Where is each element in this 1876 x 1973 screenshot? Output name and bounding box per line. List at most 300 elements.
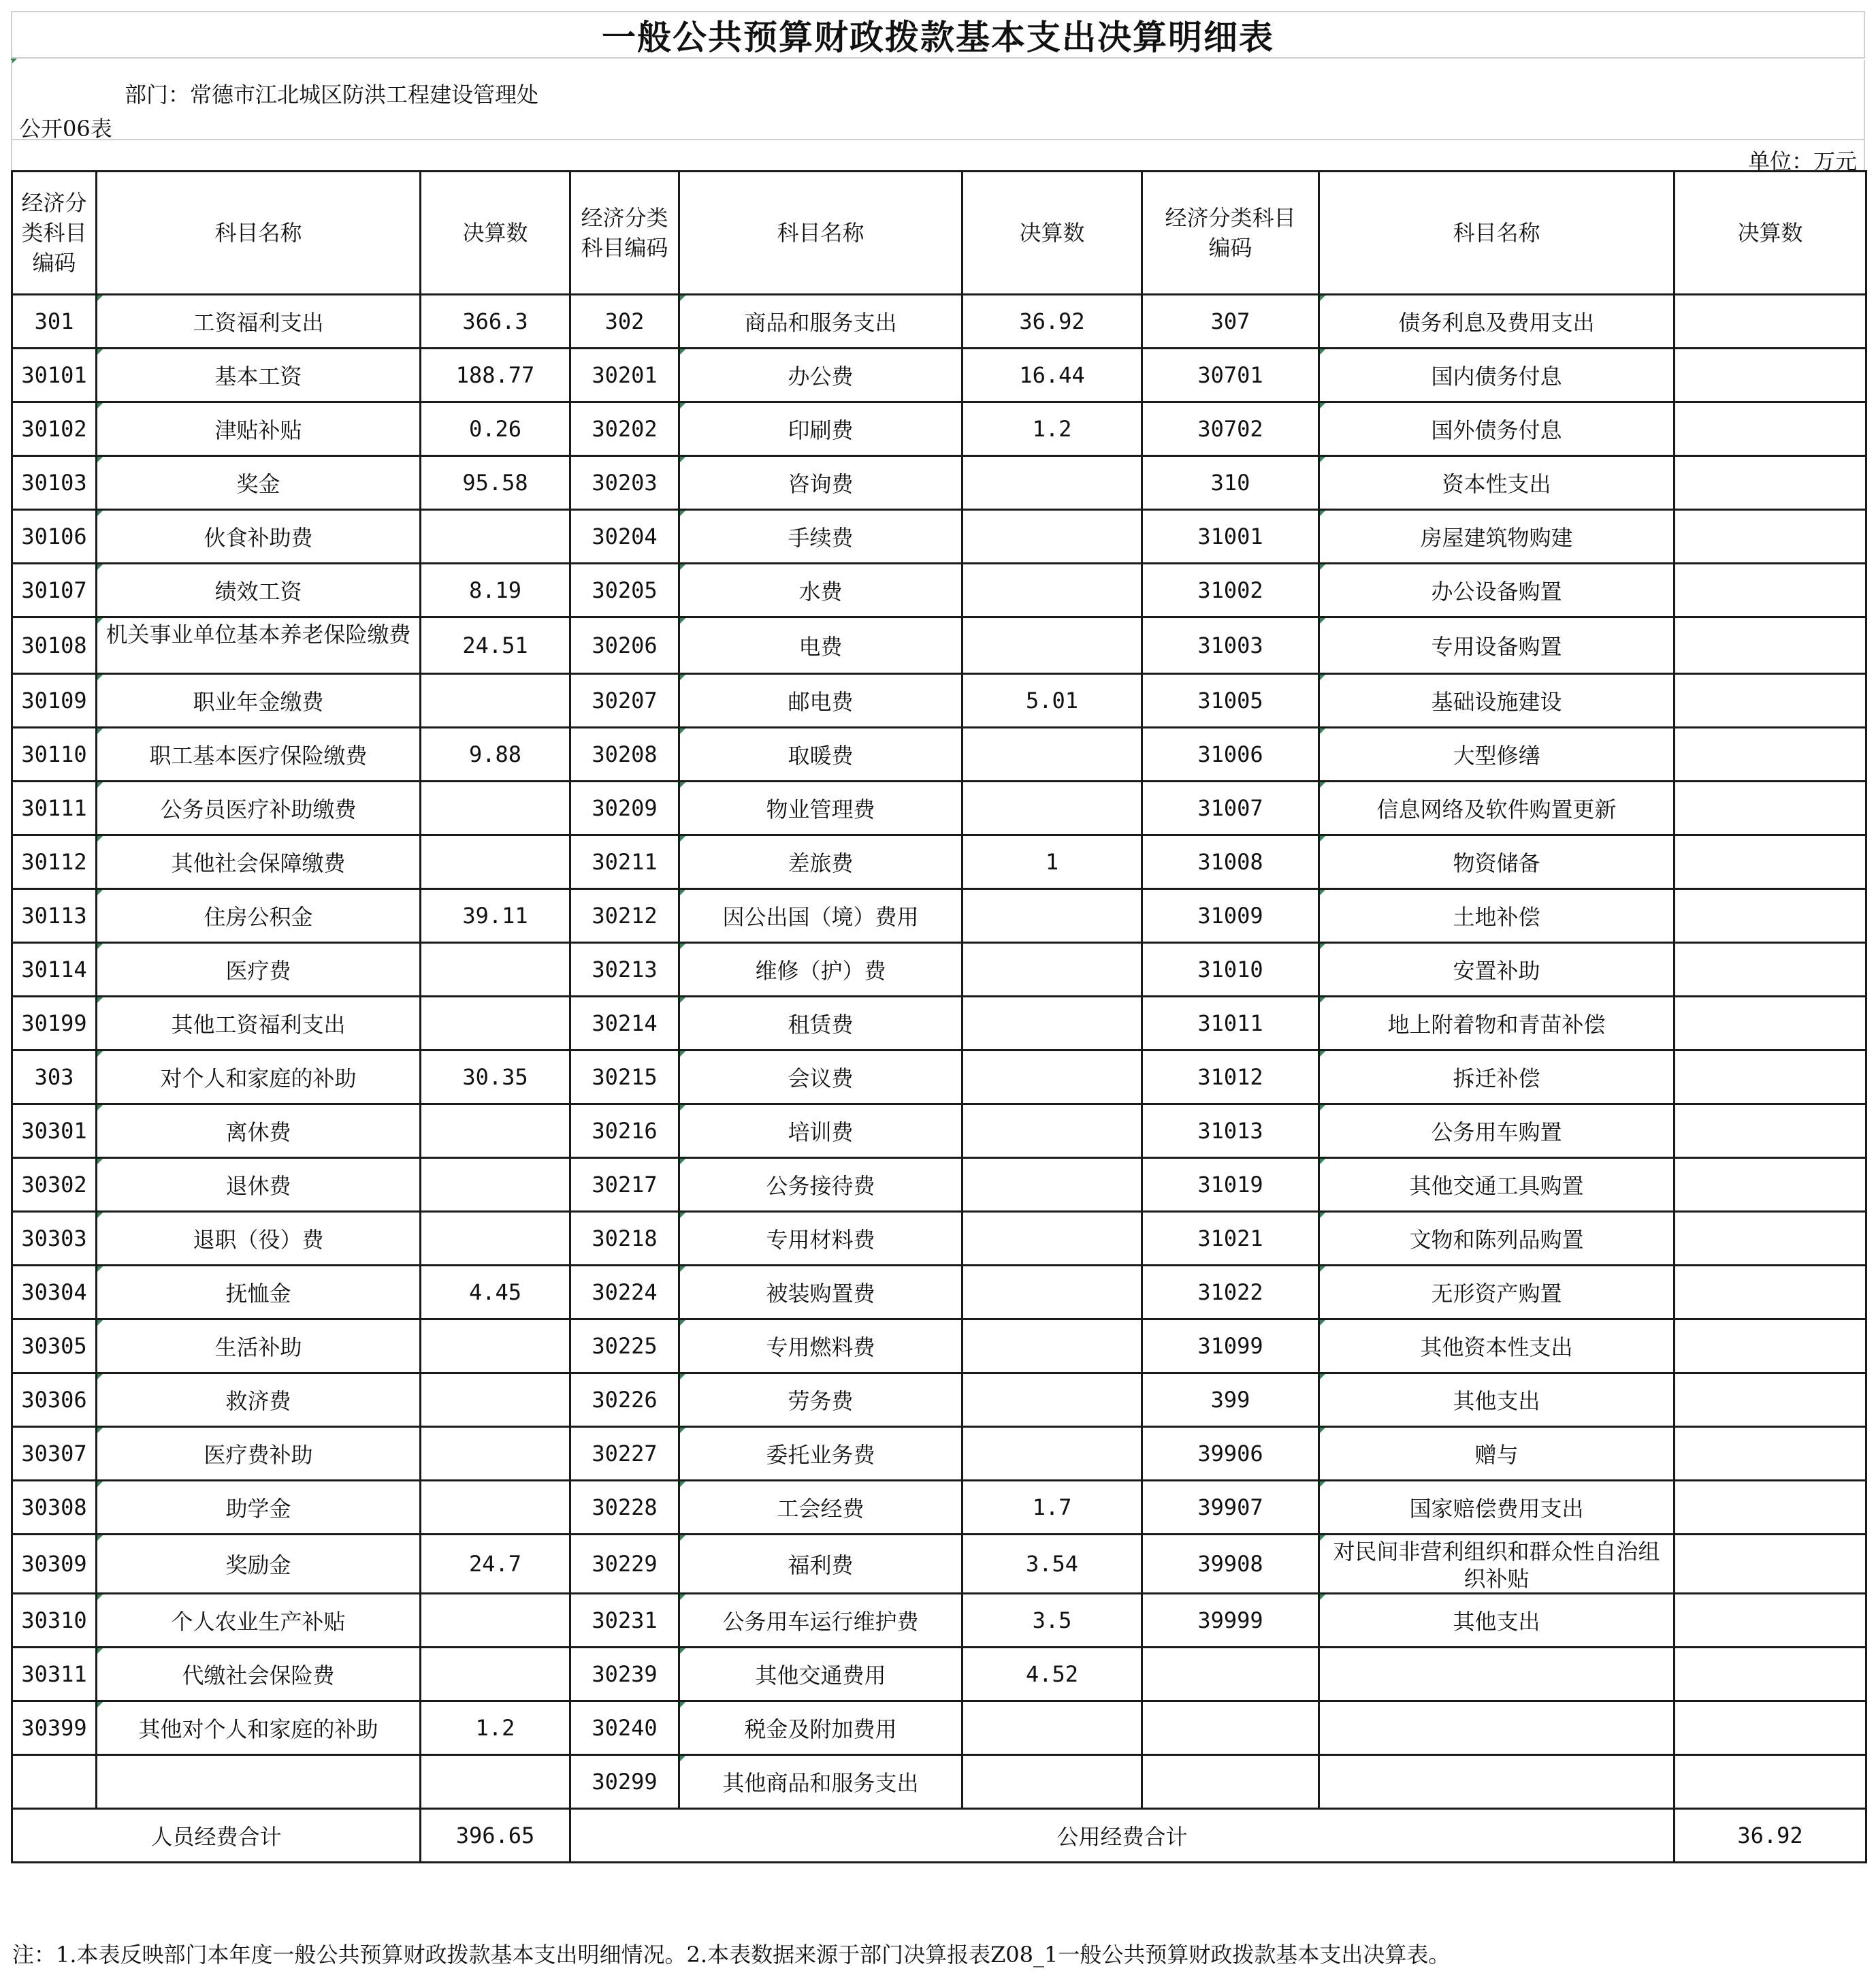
cell-comment-marker	[1320, 564, 1325, 570]
name-cell	[1319, 564, 1675, 617]
cell-comment-marker	[1320, 511, 1325, 516]
name-text: 职工基本医疗保险缴费	[149, 743, 368, 769]
code-cell: 31005	[1142, 674, 1319, 728]
name-cell	[679, 1648, 963, 1701]
name-text: 安置补助	[1453, 958, 1540, 984]
name-text: 其他对个人和家庭的补助	[138, 1716, 378, 1742]
name-text: 取暖费	[788, 743, 854, 769]
cell-comment-marker	[97, 1374, 103, 1379]
name-cell	[97, 1701, 421, 1755]
code-cell: 30102	[12, 402, 97, 456]
name-text: 工资福利支出	[193, 310, 324, 336]
code-cell: 39999	[1142, 1594, 1319, 1648]
code-cell: 303	[12, 1050, 97, 1104]
code-cell: 31012	[1142, 1050, 1319, 1104]
cell-comment-marker	[1320, 1266, 1325, 1272]
amount-cell	[963, 1319, 1142, 1373]
name-cell	[97, 1594, 421, 1648]
code-cell: 31008	[1142, 835, 1319, 889]
name-text: 个人农业生产补贴	[171, 1609, 346, 1635]
code-cell: 30107	[12, 564, 97, 617]
name-text: 基础设施建设	[1431, 689, 1562, 715]
code-cell: 30218	[570, 1212, 679, 1266]
header-amount-1: 决算数	[421, 172, 570, 295]
name-text: 其他商品和服务支出	[722, 1770, 919, 1796]
name-cell	[1319, 1050, 1675, 1104]
table-row	[12, 889, 1866, 943]
cell-comment-marker	[97, 1594, 103, 1600]
table-row	[12, 943, 1866, 997]
cell-comment-marker	[680, 890, 685, 895]
cell-comment-marker	[97, 457, 103, 462]
name-cell	[1319, 456, 1675, 510]
name-text: 办公设备购置	[1431, 579, 1562, 605]
code-cell: 30114	[12, 943, 97, 997]
table-row	[12, 835, 1866, 889]
cell-comment-marker	[680, 1105, 685, 1110]
cell-comment-marker	[1320, 1535, 1325, 1541]
table-row	[12, 674, 1866, 728]
amount-cell: 3.5	[963, 1594, 1142, 1648]
unit-row	[11, 139, 1865, 172]
amount-cell	[1675, 997, 1866, 1050]
amount-cell	[1675, 1266, 1866, 1319]
name-cell	[97, 1755, 421, 1809]
name-cell	[97, 1373, 421, 1427]
name-cell	[1319, 1535, 1675, 1594]
code-cell: 30702	[1142, 402, 1319, 456]
cell-comment-marker	[680, 675, 685, 680]
cell-comment-marker	[680, 1320, 685, 1326]
code-cell: 30309	[12, 1535, 97, 1594]
cell-comment-marker	[1320, 1105, 1325, 1110]
cell-comment-marker	[97, 564, 103, 570]
cell-comment-marker	[97, 1535, 103, 1541]
code-cell: 30209	[570, 782, 679, 835]
code-cell: 31009	[1142, 889, 1319, 943]
name-cell	[97, 1158, 421, 1212]
name-cell	[97, 1266, 421, 1319]
cell-comment-marker	[97, 1320, 103, 1326]
amount-cell	[963, 1373, 1142, 1427]
code-cell: 399	[1142, 1373, 1319, 1427]
amount-cell	[421, 1158, 570, 1212]
name-cell	[97, 510, 421, 564]
amount-cell	[963, 782, 1142, 835]
form-number: 公开06表	[19, 116, 112, 142]
name-text: 物资储备	[1453, 850, 1540, 876]
header-name-3: 科目名称	[1319, 172, 1675, 295]
name-text: 住房公积金	[204, 904, 313, 930]
amount-cell	[1675, 1701, 1866, 1755]
cell-comment-marker	[680, 1266, 685, 1272]
cell-comment-marker	[97, 295, 103, 301]
name-text: 其他交通费用	[755, 1663, 886, 1688]
amount-cell	[421, 835, 570, 889]
code-cell: 30208	[570, 728, 679, 782]
cell-comment-marker	[97, 1428, 103, 1433]
public-total-value: 36.92	[1675, 1809, 1866, 1863]
cell-comment-marker	[680, 295, 685, 301]
amount-cell	[1675, 1158, 1866, 1212]
amount-cell	[963, 617, 1142, 674]
code-cell: 30112	[12, 835, 97, 889]
amount-cell	[421, 782, 570, 835]
unit-label: 单位：万元	[1747, 148, 1857, 174]
cell-comment-marker	[680, 944, 685, 949]
amount-cell	[1675, 889, 1866, 943]
header-code-3: 经济分类科目编码	[1142, 172, 1319, 295]
amount-cell	[1675, 782, 1866, 835]
code-cell: 30301	[12, 1104, 97, 1158]
cell-comment-marker	[97, 728, 103, 734]
table-row	[12, 456, 1866, 510]
name-text: 退休费	[225, 1173, 291, 1199]
name-cell	[1319, 510, 1675, 564]
amount-cell	[1675, 456, 1866, 510]
title-row	[11, 11, 1865, 59]
code-cell: 30101	[12, 349, 97, 402]
code-cell: 31007	[1142, 782, 1319, 835]
name-cell	[679, 295, 963, 349]
code-cell: 31003	[1142, 617, 1319, 674]
name-text: 基本工资	[214, 364, 302, 389]
cell-comment-marker	[1320, 728, 1325, 734]
cell-comment-marker	[1320, 295, 1325, 301]
name-cell	[679, 997, 963, 1050]
code-cell: 30108	[12, 617, 97, 674]
table-row	[12, 1648, 1866, 1701]
cell-comment-marker	[680, 1051, 685, 1057]
amount-cell: 0.26	[421, 402, 570, 456]
amount-cell	[1675, 295, 1866, 349]
name-cell	[1319, 728, 1675, 782]
name-cell	[679, 1266, 963, 1319]
name-text: 公务员医疗补助缴费	[160, 797, 357, 822]
name-cell	[97, 1050, 421, 1104]
code-cell: 30399	[12, 1701, 97, 1755]
amount-cell	[963, 943, 1142, 997]
cell-comment-marker	[680, 1594, 685, 1600]
cell-comment-marker	[1320, 457, 1325, 462]
name-text: 专用设备购置	[1431, 634, 1562, 660]
name-text: 会议费	[788, 1065, 854, 1091]
name-cell	[679, 1481, 963, 1535]
code-cell: 30215	[570, 1050, 679, 1104]
name-text: 对民间非营利组织和群众性自治组织补贴	[1333, 1539, 1660, 1592]
name-text: 物业管理费	[766, 797, 875, 822]
cell-comment-marker	[97, 403, 103, 408]
code-cell: 30206	[570, 617, 679, 674]
code-cell: 30203	[570, 456, 679, 510]
cell-comment-marker	[680, 349, 685, 355]
amount-cell	[963, 1104, 1142, 1158]
code-cell: 30240	[570, 1701, 679, 1755]
cell-comment-marker	[1320, 1594, 1325, 1600]
code-cell: 31022	[1142, 1266, 1319, 1319]
amount-cell	[421, 1755, 570, 1809]
name-cell	[679, 1158, 963, 1212]
cell-comment-marker	[97, 1159, 103, 1164]
name-cell	[97, 349, 421, 402]
name-text: 办公费	[788, 364, 854, 389]
code-cell: 31011	[1142, 997, 1319, 1050]
name-cell	[1319, 674, 1675, 728]
amount-cell: 24.51	[421, 617, 570, 674]
cell-comment-marker	[680, 836, 685, 841]
amount-cell	[1675, 1427, 1866, 1481]
amount-cell	[963, 510, 1142, 564]
table-row	[12, 510, 1866, 564]
code-cell: 31006	[1142, 728, 1319, 782]
name-text: 租赁费	[788, 1012, 854, 1038]
name-cell	[1319, 889, 1675, 943]
amount-cell: 4.45	[421, 1266, 570, 1319]
amount-cell: 9.88	[421, 728, 570, 782]
table-row	[12, 1050, 1866, 1104]
name-text: 资本性支出	[1442, 471, 1551, 497]
amount-cell: 5.01	[963, 674, 1142, 728]
name-cell	[679, 510, 963, 564]
name-text: 咨询费	[788, 471, 854, 497]
code-cell: 301	[12, 295, 97, 349]
name-text: 国家赔偿费用支出	[1409, 1496, 1584, 1522]
code-cell: 30207	[570, 674, 679, 728]
name-cell	[1319, 1266, 1675, 1319]
amount-cell: 1	[963, 835, 1142, 889]
amount-cell: 39.11	[421, 889, 570, 943]
name-cell	[1319, 349, 1675, 402]
cell-comment-marker	[680, 1374, 685, 1379]
amount-cell	[963, 1212, 1142, 1266]
name-cell	[1319, 1373, 1675, 1427]
name-cell	[679, 1212, 963, 1266]
name-cell	[97, 889, 421, 943]
code-cell: 30228	[570, 1481, 679, 1535]
name-text: 房屋建筑物购建	[1420, 525, 1573, 551]
name-cell	[97, 674, 421, 728]
name-cell	[679, 1701, 963, 1755]
header-amount-2: 决算数	[963, 172, 1142, 295]
name-text: 医疗费	[225, 958, 291, 984]
cell-comment-marker	[97, 1105, 103, 1110]
code-cell: 39906	[1142, 1427, 1319, 1481]
code-cell: 30216	[570, 1104, 679, 1158]
amount-cell: 1.2	[421, 1701, 570, 1755]
amount-cell	[421, 1648, 570, 1701]
amount-cell	[1675, 1050, 1866, 1104]
code-cell: 30205	[570, 564, 679, 617]
cell-comment-marker	[680, 1213, 685, 1218]
header-amount-3: 决算数	[1675, 172, 1866, 295]
code-cell: 30310	[12, 1594, 97, 1648]
amount-cell	[421, 1373, 570, 1427]
cell-comment-marker	[680, 564, 685, 570]
amount-cell	[963, 1050, 1142, 1104]
name-text: 劳务费	[788, 1388, 854, 1414]
code-cell: 30213	[570, 943, 679, 997]
department-row	[11, 60, 1865, 142]
amount-cell	[1675, 1319, 1866, 1373]
amount-cell	[1675, 617, 1866, 674]
table-row	[12, 782, 1866, 835]
name-text: 专用燃料费	[766, 1334, 875, 1360]
amount-cell: 366.3	[421, 295, 570, 349]
name-cell	[1319, 295, 1675, 349]
cell-comment-marker	[97, 782, 103, 788]
cell-comment-marker	[1320, 782, 1325, 788]
code-cell: 302	[570, 295, 679, 349]
name-text: 商品和服务支出	[744, 310, 897, 336]
amount-cell	[1675, 1755, 1866, 1809]
table-header-row	[12, 172, 1866, 295]
table-row	[12, 1158, 1866, 1212]
name-text: 邮电费	[788, 689, 854, 715]
code-cell: 30199	[12, 997, 97, 1050]
table-row	[12, 1212, 1866, 1266]
name-text: 职业年金缴费	[193, 689, 324, 715]
name-text: 公务用车运行维护费	[722, 1609, 919, 1635]
amount-cell	[421, 510, 570, 564]
name-text: 伙食补助费	[204, 525, 313, 551]
name-cell	[679, 1319, 963, 1373]
amount-cell	[1675, 835, 1866, 889]
name-cell	[1319, 1481, 1675, 1535]
cell-comment-marker	[97, 890, 103, 895]
name-text: 专用材料费	[766, 1227, 875, 1253]
cell-comment-marker	[680, 782, 685, 788]
name-cell	[97, 1648, 421, 1701]
name-text: 地上附着物和青苗补偿	[1387, 1012, 1606, 1038]
name-cell	[679, 1104, 963, 1158]
cell-comment-marker	[1320, 890, 1325, 895]
name-text: 信息网络及软件购置更新	[1376, 797, 1617, 822]
name-cell	[97, 564, 421, 617]
name-cell	[1319, 1319, 1675, 1373]
cell-comment-marker	[1320, 675, 1325, 680]
code-cell: 30224	[570, 1266, 679, 1319]
personnel-total-value: 396.65	[421, 1809, 570, 1863]
header-name-2: 科目名称	[679, 172, 963, 295]
cell-comment-marker	[1320, 997, 1325, 1003]
name-cell	[679, 349, 963, 402]
cell-comment-marker	[1320, 944, 1325, 949]
name-cell	[679, 1755, 963, 1809]
name-cell	[679, 889, 963, 943]
cell-comment-marker	[680, 511, 685, 516]
cell-comment-marker	[680, 1481, 685, 1487]
department-label: 部门：常德市江北城区防洪工程建设管理处	[125, 82, 539, 108]
code-cell: 30212	[570, 889, 679, 943]
table-row	[12, 1594, 1866, 1648]
name-text: 救济费	[225, 1388, 291, 1414]
code-cell	[1142, 1648, 1319, 1701]
name-text: 拆迁补偿	[1453, 1065, 1540, 1091]
amount-cell	[963, 456, 1142, 510]
code-cell: 30204	[570, 510, 679, 564]
table-row	[12, 617, 1866, 674]
name-text: 委托业务费	[766, 1442, 875, 1468]
name-cell	[679, 1594, 963, 1648]
cell-comment-marker	[680, 618, 685, 624]
name-text: 助学金	[225, 1496, 291, 1522]
name-cell	[1319, 402, 1675, 456]
cell-comment-marker	[1320, 1159, 1325, 1164]
code-cell: 30306	[12, 1373, 97, 1427]
name-cell	[679, 943, 963, 997]
amount-cell: 8.19	[421, 564, 570, 617]
amount-cell	[1675, 1648, 1866, 1701]
code-cell: 30229	[570, 1535, 679, 1594]
totals-row	[12, 1809, 1866, 1863]
name-cell	[1319, 997, 1675, 1050]
cell-comment-marker	[97, 511, 103, 516]
amount-cell	[1675, 1594, 1866, 1648]
name-cell	[97, 456, 421, 510]
name-text: 奖励金	[225, 1552, 291, 1578]
cell-comment-marker	[1320, 1481, 1325, 1487]
name-cell	[1319, 1212, 1675, 1266]
name-cell	[679, 835, 963, 889]
amount-cell: 30.35	[421, 1050, 570, 1104]
amount-cell	[963, 1755, 1142, 1809]
code-cell: 30226	[570, 1373, 679, 1427]
name-cell	[1319, 1427, 1675, 1481]
name-cell	[1319, 835, 1675, 889]
amount-cell	[421, 997, 570, 1050]
cell-comment-marker	[680, 1702, 685, 1707]
name-cell	[97, 1104, 421, 1158]
name-cell	[679, 1427, 963, 1481]
cell-comment-marker	[680, 403, 685, 408]
header-code-2: 经济分类科目编码	[570, 172, 679, 295]
name-cell	[679, 617, 963, 674]
name-cell	[1319, 1104, 1675, 1158]
code-cell: 30111	[12, 782, 97, 835]
amount-cell	[1675, 402, 1866, 456]
name-text: 培训费	[788, 1119, 854, 1145]
name-cell	[1319, 1594, 1675, 1648]
name-cell	[97, 1481, 421, 1535]
name-cell	[97, 782, 421, 835]
page-title: 一般公共预算财政拨款基本支出决算明细表	[602, 18, 1274, 57]
personnel-total-label: 人员经费合计	[12, 1809, 421, 1863]
cell-comment-marker	[97, 349, 103, 355]
name-text: 赠与	[1474, 1442, 1519, 1468]
name-text: 手续费	[788, 525, 854, 551]
amount-cell: 4.52	[963, 1648, 1142, 1701]
name-cell	[679, 1535, 963, 1594]
name-text: 其他工资福利支出	[171, 1012, 346, 1038]
name-text: 绩效工资	[214, 579, 302, 605]
name-text: 其他支出	[1453, 1609, 1540, 1635]
name-text: 文物和陈列品购置	[1409, 1227, 1584, 1253]
code-cell: 307	[1142, 295, 1319, 349]
code-cell: 31013	[1142, 1104, 1319, 1158]
code-cell: 31010	[1142, 943, 1319, 997]
code-cell: 30239	[570, 1648, 679, 1701]
name-text: 工会经费	[777, 1496, 864, 1522]
name-text: 福利费	[788, 1552, 854, 1578]
code-cell: 30106	[12, 510, 97, 564]
code-cell: 30227	[570, 1427, 679, 1481]
cell-comment-marker	[97, 1213, 103, 1218]
header-code-1: 经济分类科目编码	[12, 172, 97, 295]
name-text: 对个人和家庭的补助	[160, 1065, 357, 1091]
code-cell: 30103	[12, 456, 97, 510]
amount-cell: 16.44	[963, 349, 1142, 402]
name-text: 被装购置费	[766, 1281, 875, 1306]
